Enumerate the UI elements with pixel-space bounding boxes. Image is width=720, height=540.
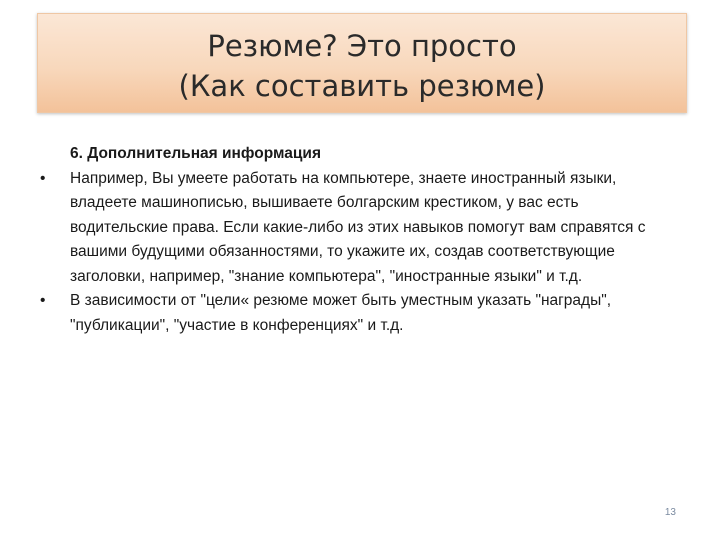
slide-body — [34, 142, 674, 338]
bullet-item-2 — [34, 289, 674, 338]
section-heading: 6. Дополнительная информация — [70, 145, 321, 162]
title-banner — [37, 13, 687, 113]
bullet-text-2: В зависимости от "цели« резюме может быть уместным указать "награды", "публикации", "участие в конференциях" и т.д. — [70, 292, 612, 334]
page-number: 13 — [664, 507, 676, 518]
bullet-text-1: Например, Вы умеете работать на компьютере, знаете иностранный языки, владеете машинописью, вышиваете болгарским крестиком, у вас есть водительские права. Если какие-либо из этих навыков помогут вам справятся с вашими будущими обязанностями, то укажите их, создав соответствующие заголовки, например, "знание компьютера", "иностранные языки" и т.д. — [70, 169, 646, 285]
bullet-item-1 — [34, 167, 674, 290]
slide-title-line-1: Резюме? Это просто — [207, 29, 517, 63]
bullet-icon: • — [40, 169, 46, 187]
bullet-icon: • — [40, 292, 46, 309]
slide-title-line-2: (Как составить резюме) — [178, 69, 546, 103]
